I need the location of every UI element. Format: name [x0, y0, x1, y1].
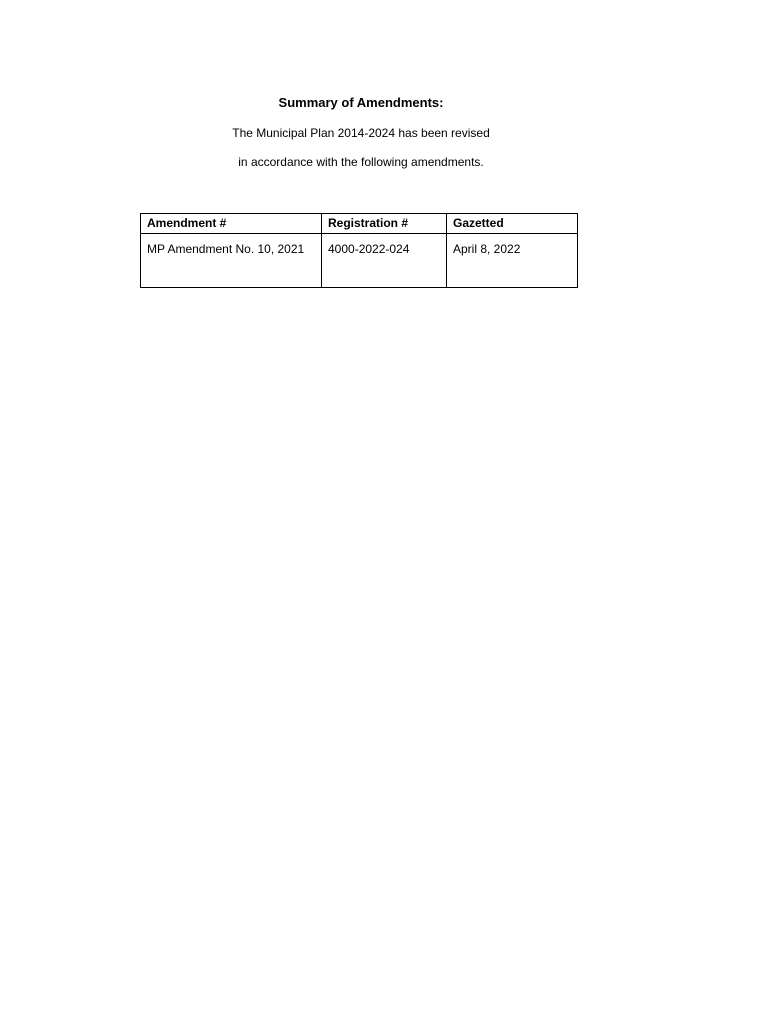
- table-row: [141, 234, 578, 288]
- header-registration: Registration #: [322, 214, 447, 234]
- header-amendment: Amendment #: [141, 214, 322, 234]
- intro-line-1: The Municipal Plan 2014-2024 has been revised: [232, 126, 490, 140]
- document-title: Summary of Amendments:: [278, 95, 444, 110]
- header-gazetted: Gazetted: [447, 214, 578, 234]
- intro-line-2: in accordance with the following amendments.: [238, 155, 484, 169]
- cell-gazetted: April 8, 2022: [447, 234, 578, 288]
- amendments-table: [140, 213, 578, 288]
- table-header-row: [141, 214, 578, 234]
- cell-registration: 4000-2022-024: [322, 234, 447, 288]
- cell-amendment: MP Amendment No. 10, 2021: [141, 234, 322, 288]
